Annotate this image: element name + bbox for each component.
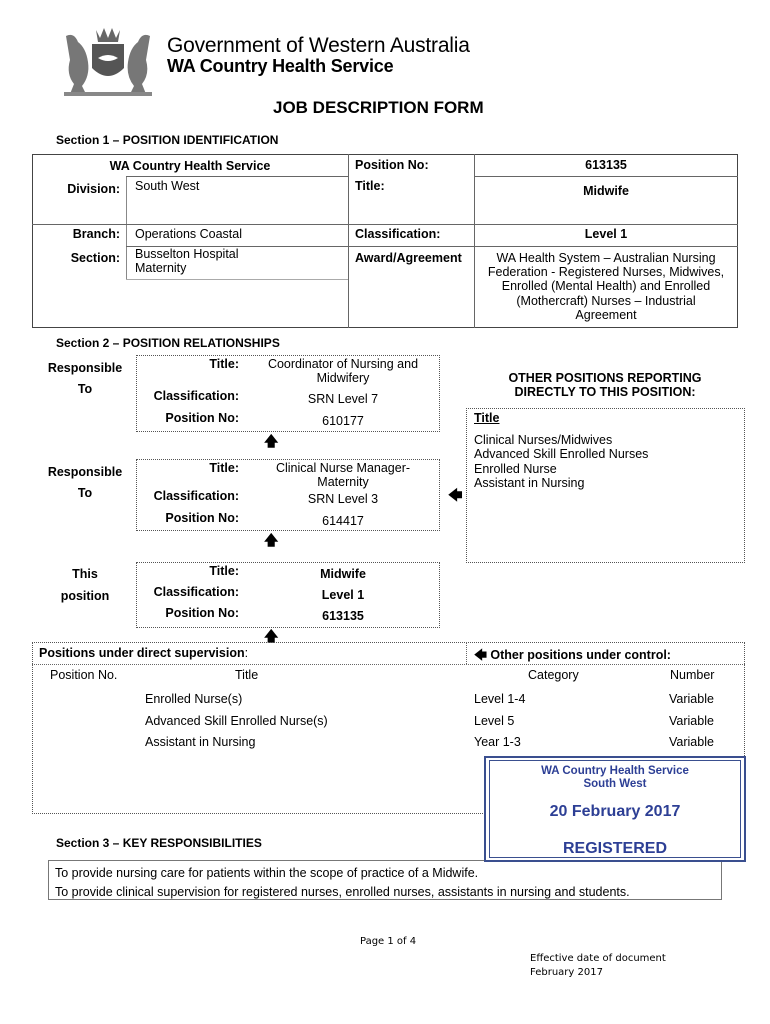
box1-title-label: Title:	[209, 357, 239, 371]
branch-value: Operations Coastal	[135, 227, 243, 241]
section2-heading: Section 2 – POSITION RELATIONSHIPS	[56, 336, 280, 350]
box1-position-no: 610177	[322, 414, 364, 428]
left-arrow-icon: 🡄	[474, 648, 487, 662]
supervision-heading-text: Positions under direct supervision	[39, 646, 245, 660]
to-label-1: To	[77, 382, 93, 396]
box2-position-no-label: Position No:	[165, 511, 239, 525]
list-item: Assistant in Nursing	[474, 475, 585, 490]
stamp-status: REGISTERED	[562, 840, 667, 857]
effective-label: Effective date of document	[530, 953, 666, 964]
list-item: Clinical Nurses/Midwives	[474, 433, 613, 447]
box3-position-no: 613135	[322, 609, 364, 623]
section3-heading: Section 3 – KEY RESPONSIBILITIES	[56, 836, 262, 850]
classification-label: Classification:	[355, 227, 441, 241]
list-item: Enrolled Nurse	[474, 461, 557, 476]
other-positions-list	[474, 433, 648, 490]
box3-title: Midwife	[320, 567, 366, 581]
page-number: Page 1 of 4	[360, 936, 417, 947]
wa-crest-logo	[56, 24, 160, 100]
award-value	[474, 251, 738, 322]
award-label: Award/Agreement	[355, 251, 462, 265]
box1-title-line: Coordinator of Nursing and	[267, 357, 419, 371]
service-line: WA Country Health Service	[167, 56, 394, 76]
effective-date-value: February 2017	[530, 967, 603, 978]
responsibility-line-1: To provide nursing care for patients within the scope of practice of a Midwife.	[55, 866, 479, 880]
box2-title	[248, 461, 438, 489]
effective-date	[530, 952, 666, 980]
section-value-line1: Busselton Hospital	[135, 247, 239, 261]
this-label: This	[72, 567, 98, 581]
position-no-label: Position No:	[355, 158, 429, 172]
table-row: Assistant in Nursing	[145, 735, 256, 749]
section-label: Section:	[70, 251, 120, 265]
government-text: Government of Western Australia	[167, 34, 470, 57]
responsibility-line-2: To provide clinical supervision for registered nurses, enrolled nurses, assistants in nursing and students.	[55, 885, 630, 899]
left-arrow-icon: 🡄	[448, 487, 463, 503]
up-arrow-icon: 🡅	[264, 628, 279, 644]
other-control-text: Other positions under control:	[490, 648, 671, 662]
col-number: Number	[670, 668, 715, 682]
box2-position-no: 614417	[322, 514, 364, 528]
box1-classification: SRN Level 7	[307, 392, 379, 406]
box3-position-no-label: Position No:	[165, 606, 239, 620]
award-line: (Mothercraft) Nurses – Industrial	[516, 293, 696, 308]
up-arrow-icon: 🡅	[264, 433, 279, 449]
position-no-value: 613135	[585, 158, 627, 172]
section-value-line2: Maternity	[135, 261, 187, 275]
org-name: WA Country Health Service	[109, 159, 271, 173]
up-arrow-icon: 🡅	[264, 532, 279, 548]
classification-value: Level 1	[584, 227, 628, 241]
responsible-label-1: Responsible	[47, 361, 123, 375]
box3-title-label: Title:	[209, 564, 239, 578]
supervision-heading	[39, 646, 248, 660]
table-cell: Year 1-3	[474, 735, 521, 749]
box2-title-label: Title:	[209, 461, 239, 475]
to-label-2: To	[77, 486, 93, 500]
stamp-date: 20 February 2017	[549, 803, 681, 820]
table-cell: Variable	[669, 713, 714, 728]
form-title: JOB DESCRIPTION FORM	[273, 98, 484, 117]
box1-title-line: Midwifery	[316, 371, 370, 385]
table-cell: Level 5	[474, 713, 515, 728]
supervision-numbers	[669, 689, 714, 754]
award-line: Agreement	[575, 307, 637, 322]
title-label: Title:	[355, 179, 385, 193]
box1-position-no-label: Position No:	[165, 411, 239, 425]
responsible-label-2: Responsible	[47, 465, 123, 479]
box2-classification-label: Classification:	[153, 489, 239, 503]
box1-title	[248, 357, 438, 385]
government-line	[167, 34, 470, 58]
supervision-categories	[474, 689, 525, 754]
box3-classification-label: Classification:	[153, 585, 239, 599]
box2-title-line: Maternity	[317, 475, 369, 489]
position-label: position	[60, 589, 110, 603]
col-title: Title	[235, 668, 259, 682]
table-row: Enrolled Nurse(s)	[145, 692, 243, 706]
box1-classification-label: Classification:	[153, 389, 239, 403]
list-item: Advanced Skill Enrolled Nurses	[474, 447, 649, 462]
section1-heading: Section 1 – POSITION IDENTIFICATION	[56, 133, 279, 147]
stamp-org	[484, 765, 746, 791]
award-line: Federation - Registered Nurses, Midwives,	[487, 265, 725, 280]
other-heading-line: DIRECTLY TO THIS POSITION:	[514, 385, 696, 399]
other-control-heading	[474, 646, 671, 667]
table-cell: Level 1-4	[474, 692, 526, 706]
box3-classification: Level 1	[321, 588, 365, 602]
other-title-label: Title	[474, 411, 500, 425]
table-cell: Variable	[669, 692, 714, 706]
table-row: Advanced Skill Enrolled Nurse(s)	[145, 713, 328, 728]
branch-label: Branch:	[72, 227, 120, 241]
box2-title-line: Clinical Nurse Manager-	[275, 461, 411, 475]
box2-classification: SRN Level 3	[307, 492, 379, 506]
title-value: Midwife	[583, 184, 629, 198]
other-heading-line: OTHER POSITIONS REPORTING	[508, 371, 702, 385]
award-line: Enrolled (Mental Health) and Enrolled	[501, 279, 711, 294]
supervision-titles	[145, 689, 328, 754]
division-value: South West	[135, 179, 200, 193]
col-position-no: Position No.	[50, 668, 118, 682]
stamp-org-line: South West	[583, 778, 647, 790]
award-line: WA Health System – Australian Nursing	[496, 251, 716, 265]
stamp-org-line: WA Country Health Service	[541, 765, 689, 777]
division-label: Division:	[67, 182, 120, 196]
col-category: Category	[528, 668, 579, 682]
other-positions-heading	[470, 371, 740, 399]
table-cell: Variable	[669, 735, 714, 749]
supervision-heading-colon: :	[244, 646, 249, 660]
